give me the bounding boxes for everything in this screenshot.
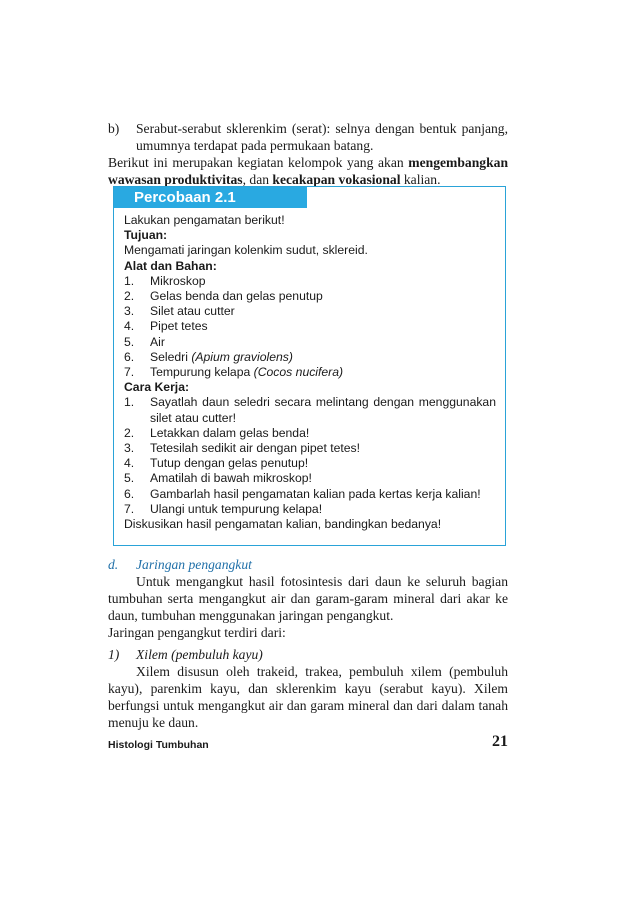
list-item bbox=[124, 304, 496, 319]
section-heading-text: Jaringan pengangkut bbox=[136, 557, 252, 572]
list-text: Silet atau cutter bbox=[150, 304, 235, 319]
section-paragraph-1: Untuk mengangkut hasil fotosintesis dari daun ke seluruh bagian tumbuhan serta mengangkut air dan garam-garam mineral dari akar ke daun, tumbuhan menggunakan jaringan pengangkut. bbox=[108, 574, 508, 623]
list-text: Sayatlah daun seledri secara melintang dengan menggunakan silet atau cutter! bbox=[150, 395, 496, 425]
experiment-box bbox=[113, 186, 506, 546]
list-text: Serabut-serabut sklerenkim (serat): selnya dengan bentuk panjang, umumnya terdapat pada permukaan batang. bbox=[136, 121, 508, 153]
section-paragraph-3: Xilem disusun oleh trakeid, trakea, pembuluh xilem (pembuluh kayu), parenkim kayu, dan sklerenkim kayu (serabut kayu). Xilem berfungsi untuk mengangkut air dan garam mineral dan dari dalam tanah menuju ke daun. bbox=[108, 664, 508, 730]
section-jaringan-pengangkut bbox=[108, 556, 508, 731]
top-text bbox=[108, 120, 508, 188]
cara-list bbox=[124, 395, 496, 517]
list-number: 1. bbox=[124, 395, 135, 410]
section-heading bbox=[108, 556, 508, 573]
list-number: 4. bbox=[124, 456, 135, 471]
section-marker: d. bbox=[108, 557, 119, 572]
intro-paragraph: Berikut ini merupakan kegiatan kelompok yang akan mengembangkan wawasan produktivitas, dan kecakapan vokasional kalian. bbox=[108, 155, 508, 187]
list-number: 6. bbox=[124, 486, 135, 501]
scientific-name: (Apium graviolens) bbox=[191, 349, 293, 364]
list-item bbox=[124, 289, 496, 304]
experiment-intro: Lakukan pengamatan berikut! bbox=[124, 213, 285, 227]
list-number: 3. bbox=[124, 441, 135, 456]
list-number: 7. bbox=[124, 501, 135, 516]
subsection-marker: 1) bbox=[108, 647, 120, 662]
list-item bbox=[124, 395, 496, 425]
list-item bbox=[124, 335, 496, 350]
cara-heading: Cara Kerja: bbox=[124, 380, 190, 395]
list-item bbox=[124, 350, 496, 365]
list-item bbox=[124, 365, 496, 380]
list-number: 5. bbox=[124, 334, 135, 349]
list-number: 2. bbox=[124, 289, 135, 304]
tujuan-text: Mengamati jaringan kolenkim sudut, sklereid. bbox=[124, 243, 368, 258]
list-number: 2. bbox=[124, 425, 135, 440]
list-number: 3. bbox=[124, 304, 135, 319]
list-text: Letakkan dalam gelas benda! bbox=[150, 425, 310, 440]
list-number: 1. bbox=[124, 273, 135, 288]
list-number: 6. bbox=[124, 349, 135, 364]
subsection-heading bbox=[108, 646, 508, 663]
scientific-name: (Cocos nucifera) bbox=[253, 365, 344, 380]
list-item bbox=[124, 487, 496, 502]
experiment-closing: Diskusikan hasil pengamatan kalian, bandingkan bedanya! bbox=[124, 517, 442, 532]
list-text: Ulangi untuk tempurung kelapa! bbox=[150, 501, 323, 516]
list-item bbox=[124, 274, 496, 289]
experiment-title: Percobaan 2.1 bbox=[134, 189, 236, 206]
list-item-b bbox=[108, 120, 508, 154]
list-item bbox=[124, 502, 496, 517]
list-text: Gelas benda dan gelas penutup bbox=[150, 289, 323, 304]
list-text: Mikroskop bbox=[150, 273, 206, 288]
alat-list bbox=[124, 274, 496, 380]
footer-chapter: Histologi Tumbuhan bbox=[108, 739, 209, 751]
list-text: Gambarlah hasil pengamatan kalian pada kertas kerja kalian! bbox=[150, 486, 481, 501]
list-item bbox=[124, 441, 496, 456]
list-number: 7. bbox=[124, 365, 135, 380]
list-text: Tutup dengan gelas penutup! bbox=[150, 456, 309, 471]
tujuan-heading: Tujuan: bbox=[124, 228, 168, 243]
list-text: Tetesilah sedikit air dengan pipet tetes! bbox=[150, 441, 361, 456]
subsection-heading-text: Xilem (pembuluh kayu) bbox=[136, 647, 263, 662]
list-number: 4. bbox=[124, 319, 135, 334]
list-text: Seledri (Apium graviolens) bbox=[150, 349, 293, 364]
bold-phrase-2: kecakapan vokasional bbox=[272, 172, 401, 187]
list-text: Amatilah di bawah mikroskop! bbox=[150, 471, 312, 486]
list-item bbox=[124, 319, 496, 334]
list-text: Air bbox=[150, 334, 165, 349]
list-item bbox=[124, 456, 496, 471]
list-text: Tempurung kelapa (Cocos nucifera) bbox=[150, 365, 344, 380]
list-item bbox=[124, 471, 496, 486]
bold-phrase-1: mengembangkan wawasan produktivitas bbox=[108, 155, 508, 187]
page-number: 21 bbox=[492, 733, 508, 750]
list-number: 5. bbox=[124, 471, 135, 486]
list-item bbox=[124, 426, 496, 441]
experiment-body bbox=[124, 213, 496, 532]
list-text: Pipet tetes bbox=[150, 319, 208, 334]
section-paragraph-2: Jaringan pengangkut terdiri dari: bbox=[108, 625, 286, 640]
list-marker: b) bbox=[108, 121, 120, 136]
alat-heading: Alat dan Bahan: bbox=[124, 258, 217, 273]
